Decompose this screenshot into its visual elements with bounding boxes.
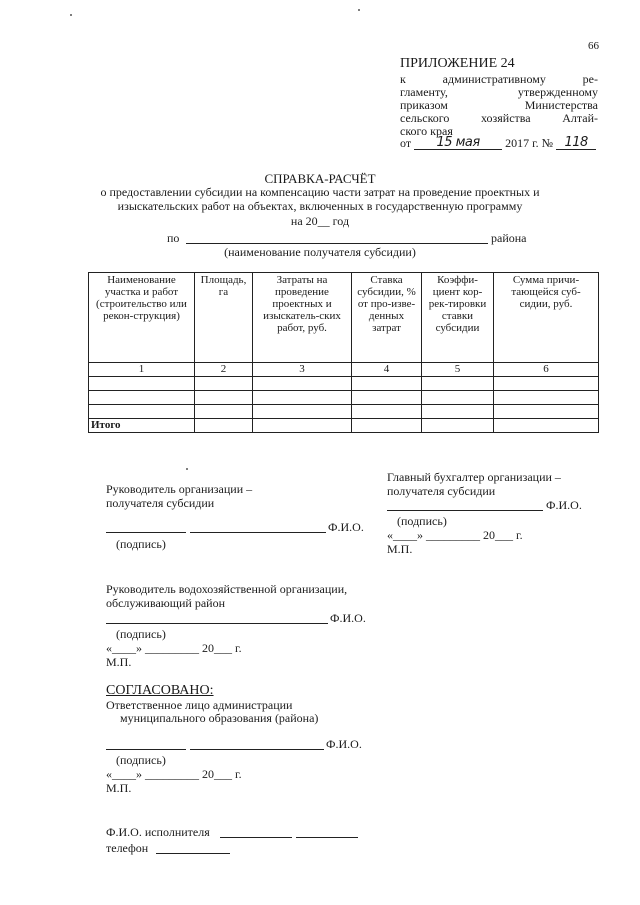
handwritten-number: 118 xyxy=(556,136,596,150)
signature-line xyxy=(106,749,186,750)
column-number-row xyxy=(89,363,599,377)
responsible-label: Ответственное лицо администрации xyxy=(106,698,293,712)
executor-label: Ф.И.О. исполнителя xyxy=(106,825,210,839)
name-line xyxy=(190,532,326,533)
total-row xyxy=(89,419,599,433)
column-number: 4 xyxy=(352,363,422,377)
document-title: СПРАВКА-РАСЧЁТ xyxy=(264,171,376,186)
total-label: Итого xyxy=(89,419,195,433)
column-number: 3 xyxy=(253,363,352,377)
phone-line xyxy=(156,853,230,854)
signature-caption: (подпись) xyxy=(116,537,166,551)
responsible-label-2: муниципального образования (района) xyxy=(120,711,319,725)
signature-caption: (подпись) xyxy=(116,753,166,767)
calculation-table xyxy=(88,272,599,433)
head-org-label: Руководитель организации – xyxy=(106,482,253,496)
water-org-label: Руководитель водохозяйственной организации, xyxy=(106,582,348,596)
fio-label: Ф.И.О. xyxy=(330,611,366,625)
page-number: 66 xyxy=(588,40,599,52)
scan-speck xyxy=(186,468,188,470)
appendix-line: сельского хозяйства Алтай- xyxy=(400,111,598,125)
scan-speck xyxy=(70,14,72,16)
header-cell: Сумма причи-тающейся суб-сидии, руб. xyxy=(494,273,599,363)
column-number: 5 xyxy=(422,363,494,377)
table-row xyxy=(89,405,599,419)
head-org-label-2: получателя субсидии xyxy=(106,496,215,510)
table-header-row xyxy=(89,273,599,363)
column-number: 6 xyxy=(494,363,599,377)
recipient-caption: (наименование получателя субсидии) xyxy=(224,245,416,259)
header-cell: Ставка субсидии, % от про-изве-денных затрат xyxy=(352,273,422,363)
table-row xyxy=(89,391,599,405)
chief-accountant-label-2: получателя субсидии xyxy=(387,484,496,498)
phone-label: телефон xyxy=(106,841,149,855)
signature-line xyxy=(387,510,543,511)
stamp-place: М.П. xyxy=(106,655,132,669)
date-line: «____» _________ 20___ г. xyxy=(106,641,242,655)
water-org-label-2: обслуживающий район xyxy=(106,596,226,610)
header-cell: Коэффи-циент кор-рек-тировки ставки субсидии xyxy=(422,273,494,363)
appendix-date-line xyxy=(400,136,596,150)
chief-accountant-label: Главный бухгалтер организации – xyxy=(387,470,561,484)
signature-caption: (подпись) xyxy=(397,514,447,528)
appendix-line: гламенту, утвержденному xyxy=(400,85,598,99)
signature-line xyxy=(106,623,328,624)
stamp-place: М.П. xyxy=(106,781,132,795)
agreed-heading: СОГЛАСОВАНО: xyxy=(106,683,214,698)
executor-line xyxy=(296,837,358,838)
table-row xyxy=(89,377,599,391)
header-cell: Затраты на проведение проектных и изыскатель-ских работ, руб. xyxy=(253,273,352,363)
header-cell: Площадь, га xyxy=(195,273,253,363)
column-number: 1 xyxy=(89,363,195,377)
signature-caption: (подпись) xyxy=(116,627,166,641)
name-line xyxy=(190,749,324,750)
recipient-line xyxy=(186,243,488,244)
fio-label: Ф.И.О. xyxy=(326,737,362,751)
appendix-line: ского края xyxy=(400,124,453,138)
appendix-block xyxy=(400,56,598,138)
year-label: 2017 г. № xyxy=(505,136,554,150)
column-number: 2 xyxy=(195,363,253,377)
date-line: «____» _________ 20___ г. xyxy=(106,767,242,781)
date-line: «____» _________ 20___ г. xyxy=(387,528,523,542)
header-cell: Наименование участка и работ (строительство или рекон-струкция) xyxy=(89,273,195,363)
stamp-place: М.П. xyxy=(387,542,413,556)
heading-line-1: о предоставлении субсидии на компенсацию части затрат на проведение проектных и xyxy=(100,185,540,199)
appendix-title: ПРИЛОЖЕНИЕ 24 xyxy=(400,56,515,71)
fio-label: Ф.И.О. xyxy=(546,498,582,512)
appendix-line: приказом Министерства xyxy=(400,98,598,112)
fio-label: Ф.И.О. xyxy=(328,520,364,534)
heading-line-2: изыскательских работ на объектах, включенных в государственную программу xyxy=(117,199,523,213)
po-label: по xyxy=(167,231,180,245)
handwritten-date: 15 мая xyxy=(414,136,502,150)
appendix-line: к административному ре- xyxy=(400,72,598,86)
scan-speck xyxy=(358,9,360,11)
executor-line xyxy=(220,837,292,838)
rayona-label: района xyxy=(491,231,527,245)
date-prefix: от xyxy=(400,136,412,150)
heading-line-3: на 20__ год xyxy=(290,214,350,228)
signature-line xyxy=(106,532,186,533)
